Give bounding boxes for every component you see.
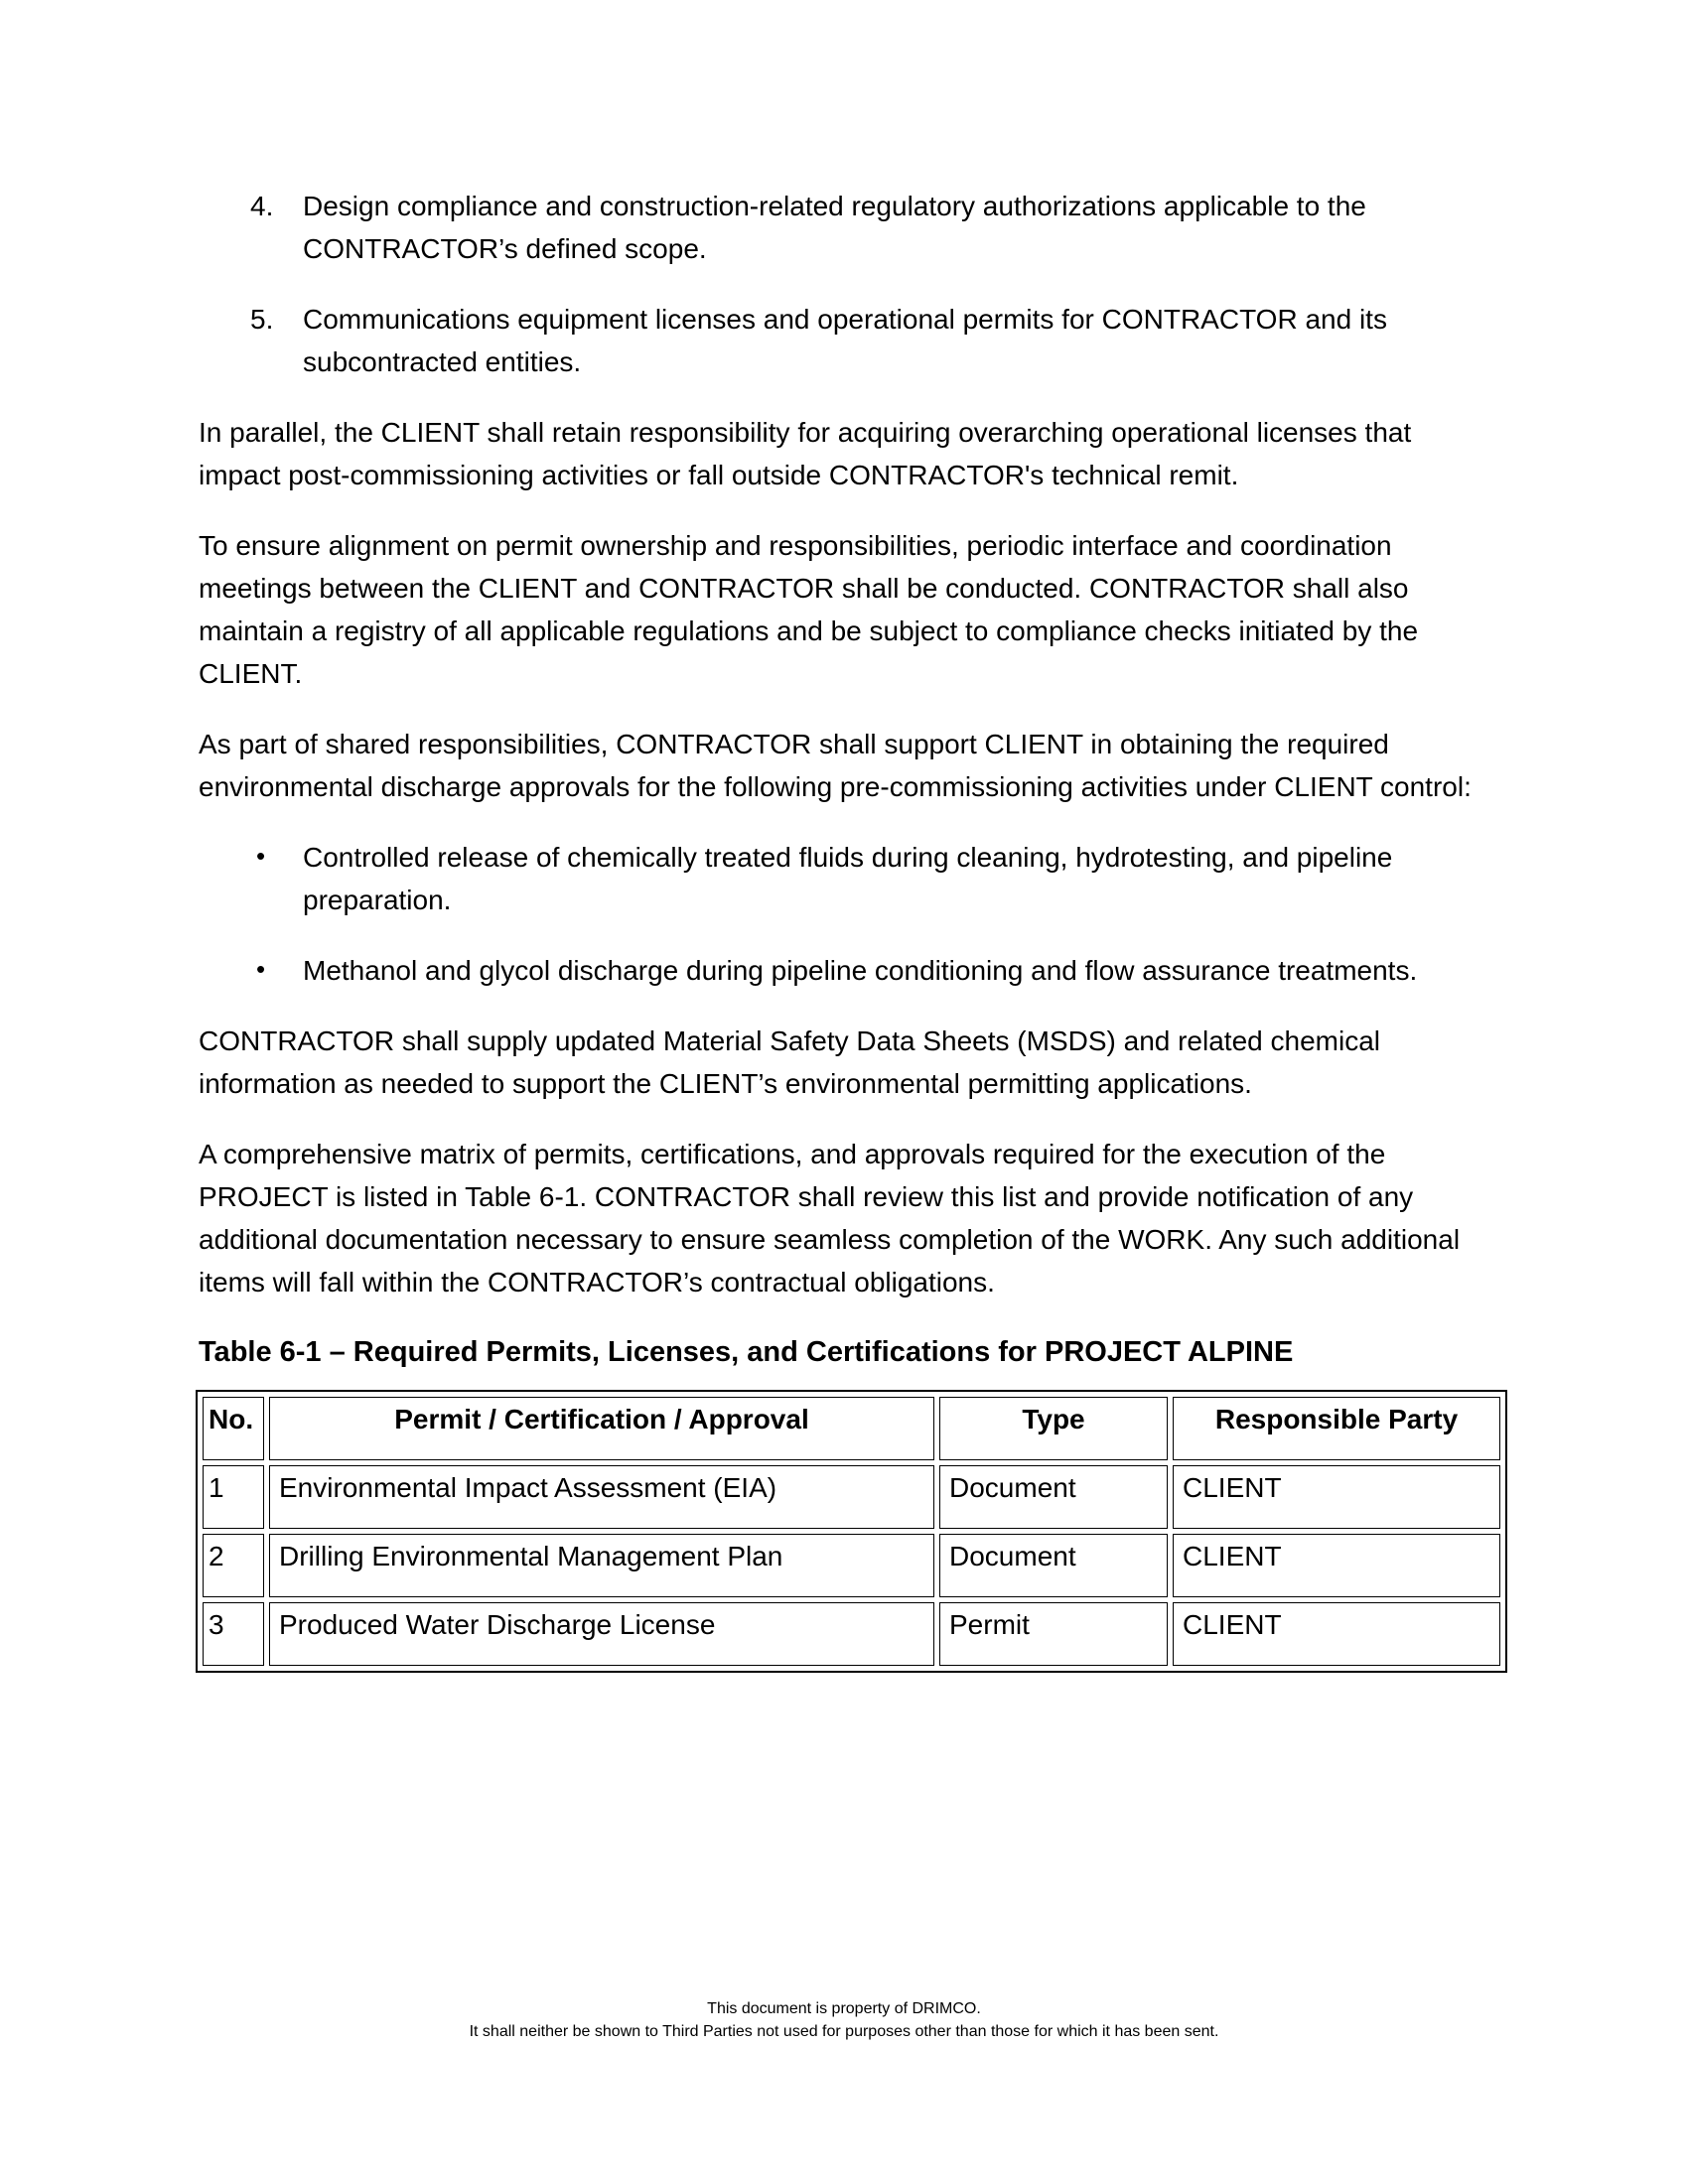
cell-row3-permit: Produced Water Discharge License [269,1602,934,1666]
bullet-icon: • [256,841,266,871]
bullet-item-text: Controlled release of chemically treated fluids during cleaning, hydrotesting, and pipeline preparation. [303,842,1393,915]
cell-row3-party: CLIENT [1173,1602,1500,1666]
cell-row2-no: 2 [203,1534,264,1597]
column-header-no: No. [203,1397,264,1460]
bullet-item-text: Methanol and glycol discharge during pipeline conditioning and flow assurance treatments. [303,955,1418,986]
table-header-row [203,1397,1500,1460]
cell-row2-permit: Drilling Environmental Management Plan [269,1534,934,1597]
bullet-item-methanol-glycol [199,949,1479,992]
numbered-item-5-number: 5. [250,304,274,335]
numbered-item-5-text: Communications equipment licenses and operational permits for CONTRACTOR and its subcontracted entities. [303,304,1387,377]
paragraph-msds: CONTRACTOR shall supply updated Material Safety Data Sheets (MSDS) and related chemical information as needed to support the CLIENT’s environmental permitting applications. [199,1025,1380,1099]
bullet-item-controlled-release [199,836,1479,921]
cell-row1-permit: Environmental Impact Assessment (EIA) [269,1465,934,1529]
numbered-item-4 [199,185,1479,270]
footer-confidentiality-line: It shall neither be shown to Third Parties not used for purposes other than those for which it has been sent. [469,2023,1219,2040]
footer-property-line: This document is property of DRIMCO. [707,2000,981,2017]
cell-row1-no: 1 [203,1465,264,1529]
column-header-responsible-party: Responsible Party [1173,1397,1500,1460]
numbered-item-5 [199,298,1479,383]
bullet-icon: • [256,954,266,984]
page-footer [0,1997,1688,2043]
table-6-1-title: Table 6-1 – Required Permits, Licenses, and Certifications for PROJECT ALPINE [199,1336,1294,1368]
cell-row1-type: Document [939,1465,1168,1529]
cell-row1-party: CLIENT [1173,1465,1500,1529]
paragraph-as-part: As part of shared responsibilities, CONTRACTOR shall support CLIENT in obtaining the required environmental discharge approvals for the following pre-commissioning activities under CLIENT control: [199,729,1472,802]
column-header-permit: Permit / Certification / Approval [269,1397,934,1460]
cell-row2-type: Document [939,1534,1168,1597]
cell-row3-type: Permit [939,1602,1168,1666]
permits-table [196,1390,1507,1673]
table-row [203,1534,1500,1597]
paragraph-in-parallel: In parallel, the CLIENT shall retain responsibility for acquiring overarching operational licenses that impact post-commissioning activities or fall outside CONTRACTOR's technical remit. [199,417,1412,490]
cell-row3-no: 3 [203,1602,264,1666]
cell-row2-party: CLIENT [1173,1534,1500,1597]
table-row [203,1465,1500,1529]
numbered-item-4-text: Design compliance and construction-related regulatory authorizations applicable to the CONTRACTOR’s defined scope. [303,191,1366,264]
numbered-item-4-number: 4. [250,191,274,221]
column-header-type: Type [939,1397,1168,1460]
table-row [203,1602,1500,1666]
paragraph-to-ensure: To ensure alignment on permit ownership and responsibilities, periodic interface and coordination meetings between the CLIENT and CONTRACTOR shall be conducted. CONTRACTOR shall also maintain a registry of all applicable regulations and be subject to compliance checks initiated by the CLIENT. [199,530,1419,689]
paragraph-comprehensive-matrix: A comprehensive matrix of permits, certifications, and approvals required for the execution of the PROJECT is listed in Table 6-1. CONTRACTOR shall review this list and provide notification of any additional documentation necessary to ensure seamless completion of the WORK. Any such additional items will fall within the CONTRACTOR’s contractual obligations. [199,1139,1461,1297]
